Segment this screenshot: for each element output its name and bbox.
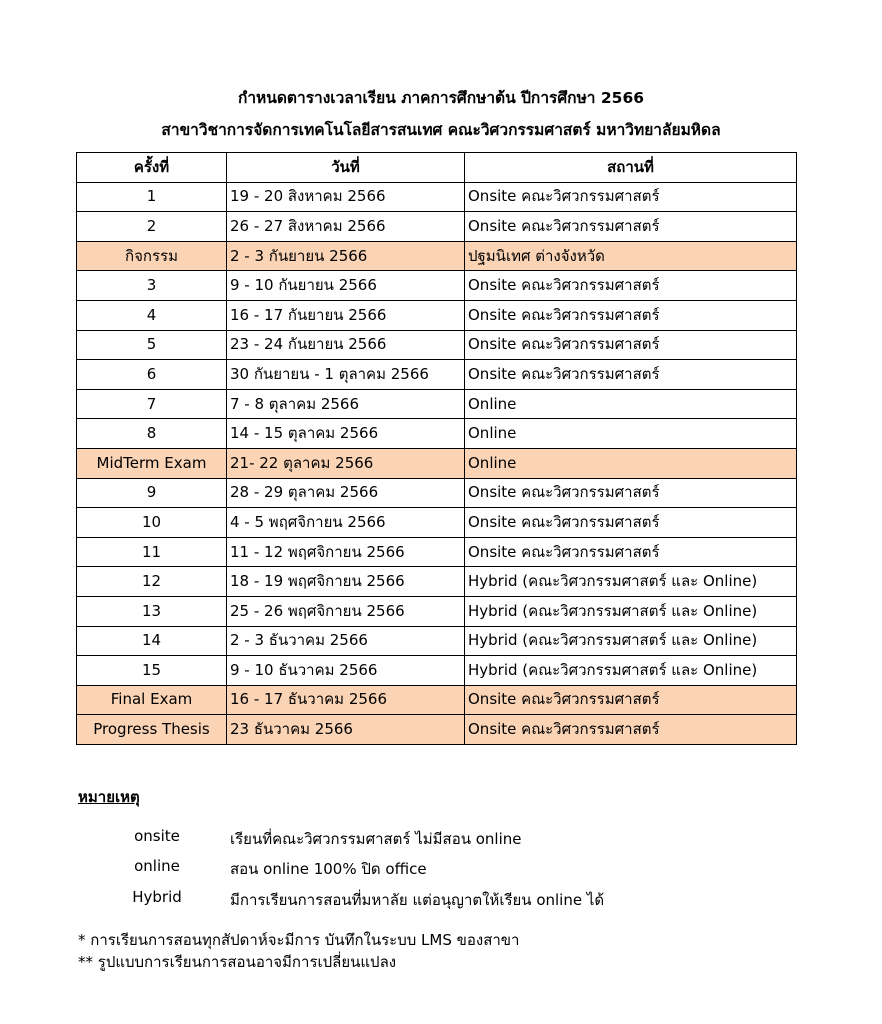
document-title: กำหนดตารางเวลาเรียน ภาคการศึกษาต้น ปีการศึกษา 2566 — [237, 89, 645, 107]
date-cell: 2 - 3 กันยายน 2566 — [227, 241, 465, 271]
date-cell: 23 - 24 กันยายน 2566 — [227, 330, 465, 360]
session-cell: MidTerm Exam — [77, 448, 227, 478]
date-cell: 19 - 20 สิงหาคม 2566 — [227, 182, 465, 212]
table-row — [77, 448, 797, 478]
session-cell: 13 — [77, 596, 227, 626]
session-cell: 12 — [77, 567, 227, 597]
table-row — [77, 419, 797, 449]
footnote: * การเรียนการสอนทุกสัปดาห์จะมีการ บันทึกในระบบ LMS ของสาขา — [78, 931, 520, 949]
table-row — [77, 567, 797, 597]
place-cell: Hybrid (คณะวิศวกรรมศาสตร์ และ Online) — [465, 567, 797, 597]
session-cell: Final Exam — [77, 685, 227, 715]
session-cell: 10 — [77, 508, 227, 538]
session-cell: กิจกรรม — [77, 241, 227, 271]
place-cell: Onsite คณะวิศวกรรมศาสตร์ — [465, 360, 797, 390]
document-subtitle: สาขาวิชาการจัดการเทคโนโลยีสารสนเทศ คณะวิศวกรรมศาสตร์ มหาวิทยาลัยมหิดล — [161, 121, 721, 139]
date-cell: 9 - 10 ธันวาคม 2566 — [227, 656, 465, 686]
date-cell: 21- 22 ตุลาคม 2566 — [227, 448, 465, 478]
legend-term: online — [134, 857, 180, 875]
place-cell: ปฐมนิเทศ ต่างจังหวัด — [465, 241, 797, 271]
table-row — [77, 478, 797, 508]
date-cell: 26 - 27 สิงหาคม 2566 — [227, 212, 465, 242]
date-cell: 16 - 17 กันยายน 2566 — [227, 300, 465, 330]
place-cell: Onsite คณะวิศวกรรมศาสตร์ — [465, 300, 797, 330]
place-cell: Onsite คณะวิศวกรรมศาสตร์ — [465, 182, 797, 212]
session-cell: 15 — [77, 656, 227, 686]
session-cell: Progress Thesis — [77, 715, 227, 745]
legend-term: Hybrid — [132, 888, 182, 906]
column-header-date: วันที่ — [227, 153, 465, 183]
place-cell: Onsite คณะวิศวกรรมศาสตร์ — [465, 537, 797, 567]
date-cell: 16 - 17 ธันวาคม 2566 — [227, 685, 465, 715]
legend-description: สอน online 100% ปิด office — [230, 860, 427, 878]
place-cell: Hybrid (คณะวิศวกรรมศาสตร์ และ Online) — [465, 656, 797, 686]
column-header-place: สถานที่ — [465, 153, 797, 183]
table-row — [77, 360, 797, 390]
session-cell: 4 — [77, 300, 227, 330]
table-row — [77, 656, 797, 686]
table-row — [77, 271, 797, 301]
session-cell: 9 — [77, 478, 227, 508]
session-cell: 1 — [77, 182, 227, 212]
schedule-table — [76, 152, 797, 745]
date-cell: 2 - 3 ธันวาคม 2566 — [227, 626, 465, 656]
date-cell: 28 - 29 ตุลาคม 2566 — [227, 478, 465, 508]
date-cell: 23 ธันวาคม 2566 — [227, 715, 465, 745]
date-cell: 11 - 12 พฤศจิกายน 2566 — [227, 537, 465, 567]
table-row — [77, 300, 797, 330]
session-cell: 5 — [77, 330, 227, 360]
date-cell: 9 - 10 กันยายน 2566 — [227, 271, 465, 301]
notes-heading: หมายเหตุ — [78, 788, 140, 806]
table-row — [77, 389, 797, 419]
column-header-session: ครั้งที่ — [77, 153, 227, 183]
place-cell: Onsite คณะวิศวกรรมศาสตร์ — [465, 715, 797, 745]
place-cell: Online — [465, 419, 797, 449]
session-cell: 3 — [77, 271, 227, 301]
place-cell: Online — [465, 448, 797, 478]
place-cell: Onsite คณะวิศวกรรมศาสตร์ — [465, 271, 797, 301]
session-cell: 14 — [77, 626, 227, 656]
table-header-row — [77, 153, 797, 183]
place-cell: Onsite คณะวิศวกรรมศาสตร์ — [465, 212, 797, 242]
place-cell: Onsite คณะวิศวกรรมศาสตร์ — [465, 330, 797, 360]
table-row — [77, 685, 797, 715]
session-cell: 7 — [77, 389, 227, 419]
table-row — [77, 626, 797, 656]
footnote: ** รูปแบบการเรียนการสอนอาจมีการเปลี่ยนแปลง — [78, 953, 397, 971]
table-row — [77, 182, 797, 212]
place-cell: Hybrid (คณะวิศวกรรมศาสตร์ และ Online) — [465, 596, 797, 626]
date-cell: 7 - 8 ตุลาคม 2566 — [227, 389, 465, 419]
place-cell: Onsite คณะวิศวกรรมศาสตร์ — [465, 478, 797, 508]
table-row — [77, 330, 797, 360]
legend-description: เรียนที่คณะวิศวกรรมศาสตร์ ไม่มีสอน online — [230, 830, 522, 848]
table-row — [77, 508, 797, 538]
session-cell: 11 — [77, 537, 227, 567]
session-cell: 2 — [77, 212, 227, 242]
table-row — [77, 596, 797, 626]
session-cell: 8 — [77, 419, 227, 449]
legend-description: มีการเรียนการสอนที่มหาลัย แต่อนุญาตให้เรียน online ได้ — [230, 891, 605, 909]
place-cell: Online — [465, 389, 797, 419]
date-cell: 30 กันยายน - 1 ตุลาคม 2566 — [227, 360, 465, 390]
legend-term: onsite — [134, 827, 180, 845]
table-row — [77, 241, 797, 271]
place-cell: Onsite คณะวิศวกรรมศาสตร์ — [465, 685, 797, 715]
date-cell: 14 - 15 ตุลาคม 2566 — [227, 419, 465, 449]
table-row — [77, 537, 797, 567]
table-row — [77, 715, 797, 745]
table-row — [77, 212, 797, 242]
session-cell: 6 — [77, 360, 227, 390]
place-cell: Hybrid (คณะวิศวกรรมศาสตร์ และ Online) — [465, 626, 797, 656]
place-cell: Onsite คณะวิศวกรรมศาสตร์ — [465, 508, 797, 538]
date-cell: 4 - 5 พฤศจิกายน 2566 — [227, 508, 465, 538]
date-cell: 18 - 19 พฤศจิกายน 2566 — [227, 567, 465, 597]
date-cell: 25 - 26 พฤศจิกายน 2566 — [227, 596, 465, 626]
